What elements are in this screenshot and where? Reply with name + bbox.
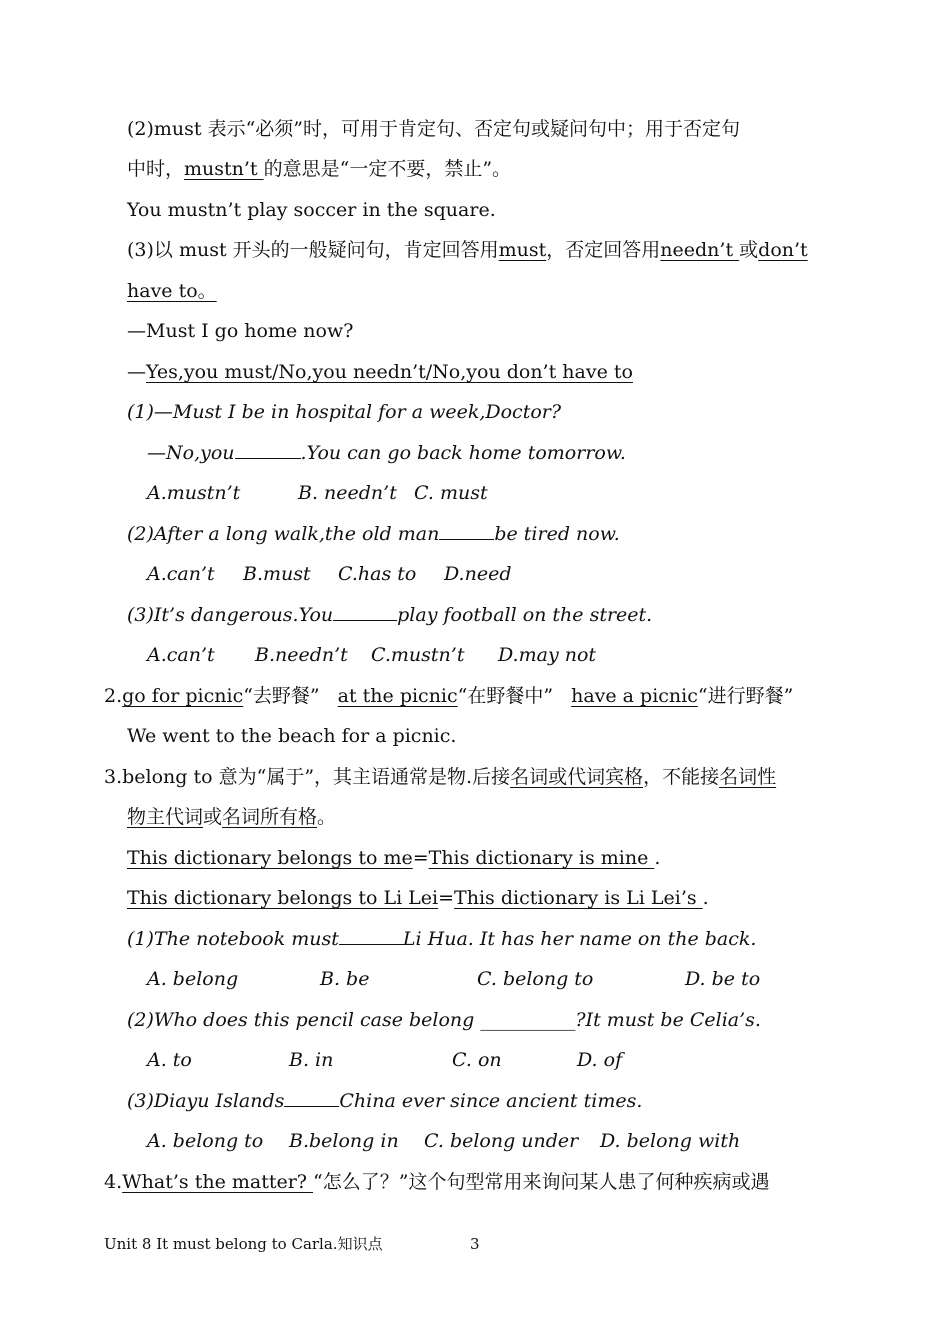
answer-blank[interactable] <box>333 602 397 621</box>
option-b[interactable]: B. needn’t <box>298 482 397 504</box>
text: (2)must 表示“必须”时，可用于肯定句、否定句或疑问句中；用于否定句 <box>127 118 741 140</box>
underlined-term: 名词或代词宾格 <box>510 766 644 788</box>
text: China ever since ancient times. <box>339 1090 643 1112</box>
option-b[interactable]: B.must <box>243 563 311 585</box>
option-c[interactable]: C.has to <box>338 563 417 585</box>
text: ?It must be Celia’s. <box>575 1009 761 1031</box>
option-d[interactable]: D.may not <box>498 644 597 666</box>
text: 中时， <box>127 158 185 180</box>
text: — <box>127 361 146 383</box>
example-sentence <box>127 723 456 749</box>
text: You mustn’t play soccer in the square. <box>127 199 496 221</box>
page-number: 3 <box>470 1235 480 1253</box>
option-d[interactable]: D.need <box>444 563 512 585</box>
underlined-term: 名词性 <box>719 766 777 788</box>
answer-blank[interactable]: __________ <box>480 1009 576 1031</box>
text: “怎么了？”这个句型常用来询问某人患了何种疾病或遇 <box>313 1171 770 1193</box>
option-a[interactable]: A. belong to <box>147 1130 264 1152</box>
answer-blank[interactable] <box>439 521 494 540</box>
option-c[interactable]: C. must <box>414 482 488 504</box>
underlined-term: Yes,you must/No,you needn’t/No,you don’t have to <box>146 361 633 383</box>
text: 或 <box>739 239 759 261</box>
option-d[interactable]: D. belong with <box>600 1130 741 1152</box>
option-a[interactable]: A. belong <box>147 968 239 990</box>
underlined-term: have to。 <box>127 280 217 302</box>
section-2-picnic <box>104 683 793 709</box>
underlined-term: at the picnic <box>337 685 458 707</box>
option-c[interactable]: C. on <box>452 1049 502 1071</box>
must-question-rule-cont <box>127 278 217 304</box>
text: “进行野餐” <box>697 685 794 707</box>
dialogue-question <box>127 318 353 344</box>
text: Li Hua. It has her name on the back. <box>402 928 757 950</box>
underlined-term: This dictionary is mine <box>428 847 655 869</box>
section-3-cont <box>127 804 336 830</box>
text: 。 <box>317 806 337 828</box>
underlined-term: This dictionary belongs to Li Lei <box>127 887 439 909</box>
underlined-term: 物主代词 <box>127 806 204 828</box>
underlined-term: don’t <box>758 239 808 261</box>
text: (1)—Must I be in hospital for a week,Doctor? <box>127 401 562 423</box>
underlined-term: This dictionary is Li Lei’s <box>454 887 703 909</box>
exercise-1-stem-2 <box>147 440 626 466</box>
section-3-belong-to <box>104 764 776 790</box>
section-number: 4. <box>104 1171 123 1193</box>
text: . <box>702 887 709 909</box>
text: ，不能接 <box>643 766 720 788</box>
section-4-whats-the-matter <box>104 1169 769 1195</box>
dialogue-answer <box>127 359 633 385</box>
text: (2)After a long walk,the old man <box>127 523 440 545</box>
underlined-term: What’s the matter? <box>122 1171 314 1193</box>
text: 或 <box>203 806 223 828</box>
answer-blank[interactable] <box>235 440 301 459</box>
text: (3)以 must 开头的一般疑问句，肯定回答用 <box>127 239 499 261</box>
option-c[interactable]: C.mustn’t <box>371 644 465 666</box>
text: (2)Who does this pencil case belong <box>127 1009 481 1031</box>
text: —Must I go home now? <box>127 320 354 342</box>
option-c[interactable]: C. belong under <box>424 1130 579 1152</box>
text: . <box>654 847 661 869</box>
underlined-term: 名词所有格 <box>222 806 318 828</box>
option-c[interactable]: C. belong to <box>477 968 594 990</box>
text: (3)Diayu Islands <box>127 1090 285 1112</box>
text: We went to the beach for a picnic. <box>127 725 457 747</box>
must-question-rule <box>127 237 808 263</box>
text: —No,you <box>147 442 235 464</box>
answer-blank[interactable] <box>284 1088 339 1107</box>
footer-title: Unit 8 It must belong to Carla.知识点 <box>104 1235 383 1253</box>
text: = <box>412 847 429 869</box>
text: play football on the street. <box>397 604 653 626</box>
underlined-term: needn’t <box>660 239 740 261</box>
option-a[interactable]: A. to <box>147 1049 192 1071</box>
text: ，否定回答用 <box>546 239 661 261</box>
text: (1)The notebook must <box>127 928 339 950</box>
exercise-1-stem <box>127 399 561 425</box>
underlined-term: This dictionary belongs to me <box>127 847 413 869</box>
text: = <box>438 887 455 909</box>
option-b[interactable]: B. be <box>320 968 370 990</box>
exercise-5-stem <box>127 1007 761 1033</box>
example-equation-2 <box>127 885 709 911</box>
example-equation-1 <box>127 845 660 871</box>
option-a[interactable]: A.mustn’t <box>147 482 241 504</box>
text: 的意思是“一定不要，禁止”。 <box>263 158 512 180</box>
exercise-4-stem <box>127 926 756 952</box>
text: (3)It’s dangerous.You <box>127 604 334 626</box>
section-number: 2. <box>104 685 123 707</box>
exercise-2-stem <box>127 521 620 547</box>
exercise-6-stem <box>127 1088 642 1114</box>
option-d[interactable]: D. be to <box>685 968 761 990</box>
underlined-term: must <box>498 239 547 261</box>
option-b[interactable]: B. in <box>289 1049 334 1071</box>
must-rule-line-2 <box>127 156 511 182</box>
option-b[interactable]: B.belong in <box>289 1130 399 1152</box>
option-a[interactable]: A.can’t <box>147 644 215 666</box>
text: “去野餐” <box>243 685 320 707</box>
option-d[interactable]: D. of <box>577 1049 623 1071</box>
text: .You can go back home tomorrow. <box>300 442 626 464</box>
answer-blank[interactable] <box>339 926 403 945</box>
must-rule-line-1 <box>127 116 740 142</box>
option-a[interactable]: A.can’t <box>147 563 215 585</box>
text: 3.belong to 意为“属于”，其主语通常是物.后接 <box>104 766 511 788</box>
underlined-term: have a picnic <box>571 685 698 707</box>
underlined-term: mustn’t <box>184 158 264 180</box>
example-sentence <box>127 197 496 223</box>
underlined-term: go for picnic <box>122 685 244 707</box>
text: “在野餐中” <box>457 685 554 707</box>
text: be tired now. <box>494 523 620 545</box>
exercise-3-stem <box>127 602 652 628</box>
option-b[interactable]: B.needn’t <box>255 644 348 666</box>
